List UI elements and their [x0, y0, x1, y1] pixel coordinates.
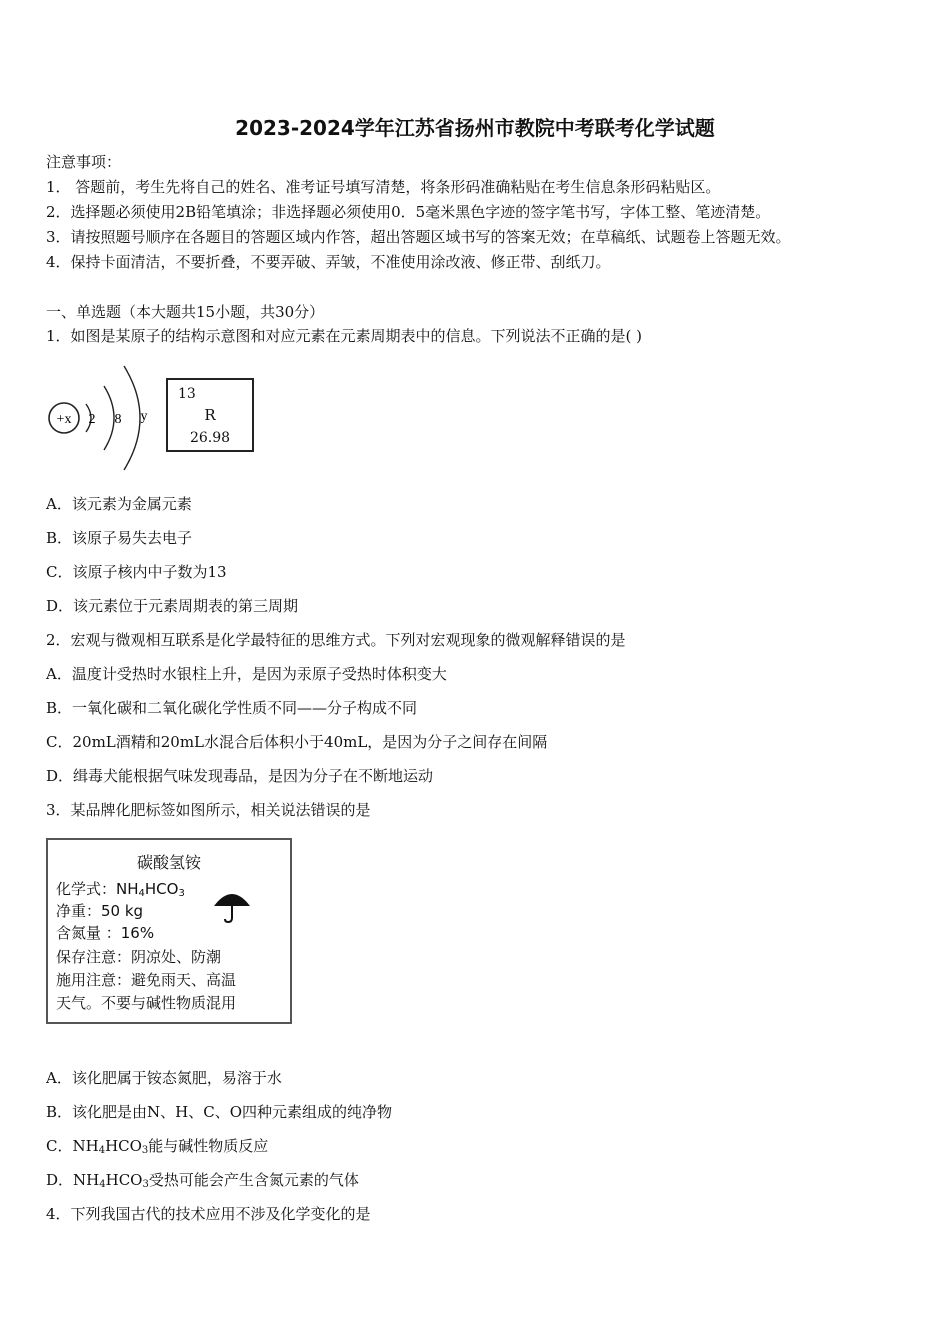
- section-heading: 一、单选题（本大题共15小题，共30分）: [46, 303, 325, 321]
- notice-item-1: 1． 答题前，考生先将自己的姓名、准考证号填写清楚，将条形码准确粘贴在考生信息条形码粘贴区。: [46, 178, 721, 196]
- q2-option-d: D．缉毒犬能根据气味发现毒品，是因为分子在不断地运动: [46, 767, 434, 785]
- q3-option-a: A．该化肥属于铵态氮肥，易溶于水: [46, 1069, 282, 1087]
- q4-stem: 4．下列我国古代的技术应用不涉及化学变化的是: [46, 1205, 371, 1223]
- label-formula: 化学式：$NH_4HCO_3$: [56, 880, 185, 899]
- notice-item-4: 4．保持卡面清洁，不要折叠，不要弄破、弄皱，不准使用涂改液、修正带、刮纸刀。: [46, 253, 611, 271]
- notice-item-2: 2．选择题必须使用2B铅笔填涂；非选择题必须使用0．5毫米黑色字迹的签字笔书写，字体工整、笔迹清楚。: [46, 203, 771, 221]
- q1-option-d: D．该元素位于元素周期表的第三周期: [46, 597, 299, 615]
- shell-electrons-1: 2: [88, 412, 96, 427]
- notice-item-3: 3．请按照题号顺序在各题目的答题区域内作答，超出答题区域书写的答案无效；在草稿纸、试题卷上答题无效。: [46, 228, 791, 246]
- shell-arc-3: [124, 366, 140, 470]
- umbrella-icon: [212, 888, 252, 924]
- q3-option-d: D．$NH_4HCO_3$受热可能会产生含氮元素的气体: [46, 1171, 359, 1190]
- label-title: 碳酸氢铵: [136, 853, 201, 872]
- shell-electrons-2: 8: [114, 412, 122, 427]
- atomic-number: 13: [178, 386, 196, 402]
- shell-arc-2: [104, 386, 114, 450]
- q3-option-c: C．$NH_4HCO_3$能与碱性物质反应: [46, 1137, 269, 1156]
- label-usage-1: 施用注意：避免雨天、高温: [56, 971, 237, 989]
- q2-option-c: C．20mL酒精和20mL水混合后体积小于40mL，是因为分子之间存在间隔: [46, 733, 548, 751]
- q1-stem: 1．如图是某原子的结构示意图和对应元素在元素周期表中的信息。下列说法不正确的是( ): [46, 327, 643, 345]
- element-symbol: R: [204, 406, 216, 424]
- q1-option-c: C．该原子核内中子数为13: [46, 563, 227, 581]
- atomic-mass: 26.98: [189, 430, 231, 446]
- label-storage: 保存注意：阴凉处、防潮: [56, 948, 222, 966]
- atom-structure-diagram: [44, 356, 164, 478]
- periodic-table-cell: [166, 378, 254, 452]
- notice-heading: 注意事项：: [46, 153, 122, 171]
- q1-option-b: B．该原子易失去电子: [46, 529, 193, 547]
- q3-stem: 3．某品牌化肥标签如图所示，相关说法错误的是: [46, 801, 371, 819]
- nucleus-charge: +x: [56, 412, 72, 427]
- q2-option-b: B．一氧化碳和二氧化碳化学性质不同——分子构成不同: [46, 699, 418, 717]
- q3-option-b: B．该化肥是由N、H、C、O四种元素组成的纯净物: [46, 1103, 393, 1121]
- q2-stem: 2．宏观与微观相互联系是化学最特征的思维方式。下列对宏观现象的微观解释错误的是: [46, 631, 626, 649]
- q1-option-a: A．该元素为金属元素: [46, 495, 192, 513]
- label-usage-2: 天气。不要与碱性物质混用: [56, 994, 237, 1012]
- label-nitrogen-content: 含氮量 ：16%: [56, 924, 155, 942]
- shell-electrons-3: y: [140, 409, 148, 424]
- q2-option-a: A．温度计受热时水银柱上升，是因为汞原子受热时体积变大: [46, 665, 447, 683]
- label-net-weight: 净重：50 kg: [56, 902, 144, 920]
- fertilizer-label: [46, 838, 292, 1024]
- page-title: 2023-2024学年江苏省扬州市教院中考联考化学试题: [235, 116, 715, 140]
